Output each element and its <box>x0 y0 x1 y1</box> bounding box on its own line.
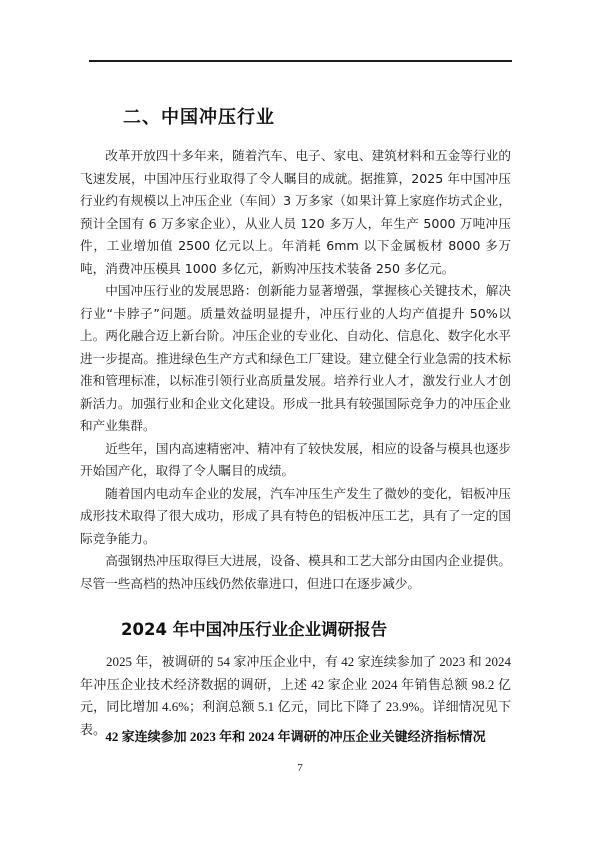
section-heading: 二、中国冲压行业 <box>123 107 275 128</box>
table-title: 42 家连续参加 2023 年和 2024 年调研的冲压企业关键经济指标情况 <box>105 729 486 744</box>
body-text-block <box>80 145 511 595</box>
report-paragraph: 2025 年，被调研的 54 家冲压企业中，有 42 家连续参加了 2023 和 2024 年冲压企业技术经济数据的调研，上述 42 家企业 2024 年销售总额 98.2 亿元，同比增加 4.6%；利润总额 5.1 亿元，同比下降了 23.9%。详细情况见下表。 <box>80 654 511 737</box>
body-paragraph: 近些年，国内高速精密冲、精冲有了较快发展，相应的设备与模具也逐步开始国产化，取得了令人瞩目的成绩。 <box>80 440 511 478</box>
body-paragraph: 改革开放四十多年来，随着汽车、电子、家电、建筑材料和五金等行业的飞速发展，中国冲压行业取得了令人瞩目的成就。据推算，2025 年中国冲压行业约有规模以上冲压企业（车间）3 万多家（如果计算上家庭作坊式企业，预计全国有 6 万多家企业），从业人员 120 多万人，年生产 5000 万吨冲压件，工业增加值 2500 亿元以上。年消耗 6mm 以下金属板材 8000 多万吨，消费冲压模具 1000 多亿元，新购冲压技术装备 250 多亿元。 <box>80 148 511 276</box>
header-rule <box>89 60 512 62</box>
body-paragraph: 高强钢热冲压取得巨大进展，设备、模具和工艺大部分由国内企业提供。尽管一些高档的热冲压线仍然依靠进口，但进口在逐步减少。 <box>80 553 511 591</box>
body-paragraph: 随着国内电动车企业的发展，汽车冲压生产发生了微妙的变化，铝板冲压成形技术取得了很大成功，形成了具有特色的铝板冲压工艺，具有了一定的国际竞争能力。 <box>80 485 511 546</box>
body-paragraph: 中国冲压行业的发展思路：创新能力显著增强，掌握核心关键技术，解决行业“卡脖子”问题。质量效益明显提升，冲压行业的人均产值提升 50%以上。两化融合迈上新台阶。冲压企业的专业化、自动化、信息化、数字化水平进一步提高。推进绿色生产方式和绿色工厂建设。建立健全行业急需的技术标准和管理标准，以标准引领行业高质量发展。培养行业人才，激发行业人才创新活力。加强行业和企业文化建设。形成一批具有较强国际竞争力的冲压企业和产业集群。 <box>80 283 511 433</box>
report-heading: 2024 年中国冲压行业企业调研报告 <box>121 620 388 639</box>
page-number: 7 <box>297 762 303 774</box>
